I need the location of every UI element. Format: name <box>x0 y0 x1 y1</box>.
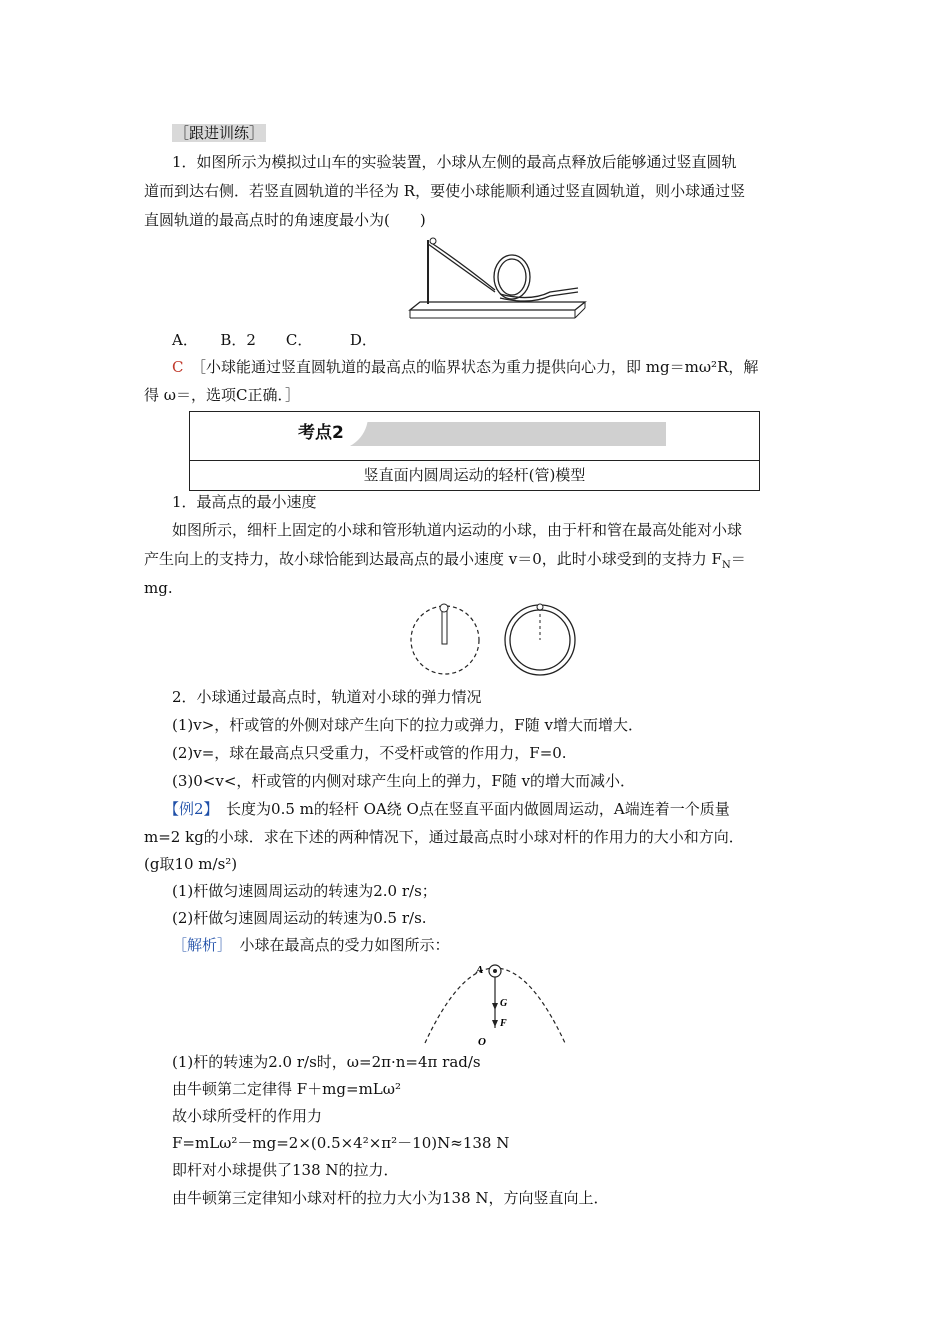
example-tag: 【例2】 <box>164 800 212 818</box>
part-2-case-3: (3)0<v<，杆或管的内侧对球产生向上的弹力，F随 v的增大而减小． <box>172 772 636 790</box>
part-2-case-1: (1)v>，杆或管的外侧对球产生向下的拉力或弹力，F随 v增大而增大． <box>172 716 643 734</box>
analysis-tag: ［解析］ <box>172 936 225 954</box>
part-2-heading: 2．小球通过最高点时，轨道对小球的弹力情况 <box>172 688 482 706</box>
analysis-step-6: 由牛顿第三定律知小球对杆的拉力大小为138 N，方向竖直向上． <box>172 1189 609 1207</box>
answer-1-line-2: 得 ω＝，选项C正确．］ <box>144 386 300 404</box>
analysis-step-5: 即杆对小球提供了138 N的拉力． <box>172 1161 399 1179</box>
example-question-2: (2)杆做匀速圆周运动的转速为0.5 r/s. <box>172 909 427 927</box>
question-1-line-3: 直圆轨道的最高点时的角速度最小为( ) <box>144 211 426 229</box>
label-a: A <box>476 964 484 976</box>
rod-and-tube-figure <box>400 600 590 680</box>
answer-letter: C <box>172 358 184 376</box>
section-title: 竖直面内圆周运动的轻杆(管)模型 <box>363 466 586 484</box>
part-2-case-2: (2)v=，球在最高点只受重力，不受杆或管的作用力，F=0. <box>172 744 567 762</box>
question-1-line-1: 1．如图所示为模拟过山车的实验装置，小球从左侧的最高点释放后能够通过竖直圆轨 <box>172 153 737 171</box>
part-1-line-2: 产生向上的支持力，故小球恰能到达最高点的最小速度 v＝0，此时小球受到的支持力 $F_N=$ <box>144 550 746 571</box>
part-1-line-1: 如图所示，细杆上固定的小球和管形轨道内运动的小球，由于杆和管在最高处能对小球 <box>172 521 743 539</box>
analysis-step-2: 由牛顿第二定律得 F＋mg=mLω² <box>172 1080 401 1098</box>
force-diagram <box>420 958 570 1048</box>
question-1-line-2: 道而到达右侧．若竖直圆轨道的半径为 R，要使小球能顺利通过竖直圆轨道，则小球通过竖 <box>144 182 746 200</box>
label-g: G <box>500 998 508 1009</box>
roller-coaster-figure <box>400 232 590 322</box>
part-1-heading: 1．最高点的最小速度 <box>172 493 317 511</box>
section-divider <box>190 460 759 461</box>
section-label: 考点2 <box>286 416 368 450</box>
question-1-options: A． B．2 C． D． <box>172 331 377 349</box>
answer-1-text: ［小球能通过竖直圆轨道的最高点的临界状态为重力提供向心力，即 mg＝mω²R，解 <box>198 358 759 376</box>
analysis-intro: ［解析］ 小球在最高点的受力如图所示： <box>172 936 450 954</box>
analysis-step-3: 故小球所受杆的作用力 <box>172 1107 323 1125</box>
answer-1-line-1 <box>172 356 758 378</box>
example-line-1: 【例2】 长度为0.5 m的轻杆 OA绕 O点在竖直平面内做圆周运动，A端连着一个质量 <box>164 800 730 818</box>
label-o: O <box>478 1036 486 1048</box>
example-question-1: (1)杆做匀速圆周运动的转速为2.0 r/s； <box>172 882 437 900</box>
label-f: F <box>500 1018 507 1029</box>
analysis-step-4: F=mLω²－mg=2×(0.5×4²×π²－10)N≈138 N <box>172 1134 510 1152</box>
part-1-line-3: mg. <box>144 579 173 597</box>
example-line-2: m=2 kg的小球．求在下述的两种情况下，通过最高点时小球对杆的作用力的大小和方向． <box>144 828 744 846</box>
training-heading: ［跟进训练］ <box>174 124 265 142</box>
section-box <box>189 411 760 491</box>
analysis-step-1: (1)杆的转速为2.0 r/s时，ω=2π·n=4π rad/s <box>172 1053 481 1071</box>
example-line-3: (g取10 m/s²) <box>144 855 238 873</box>
